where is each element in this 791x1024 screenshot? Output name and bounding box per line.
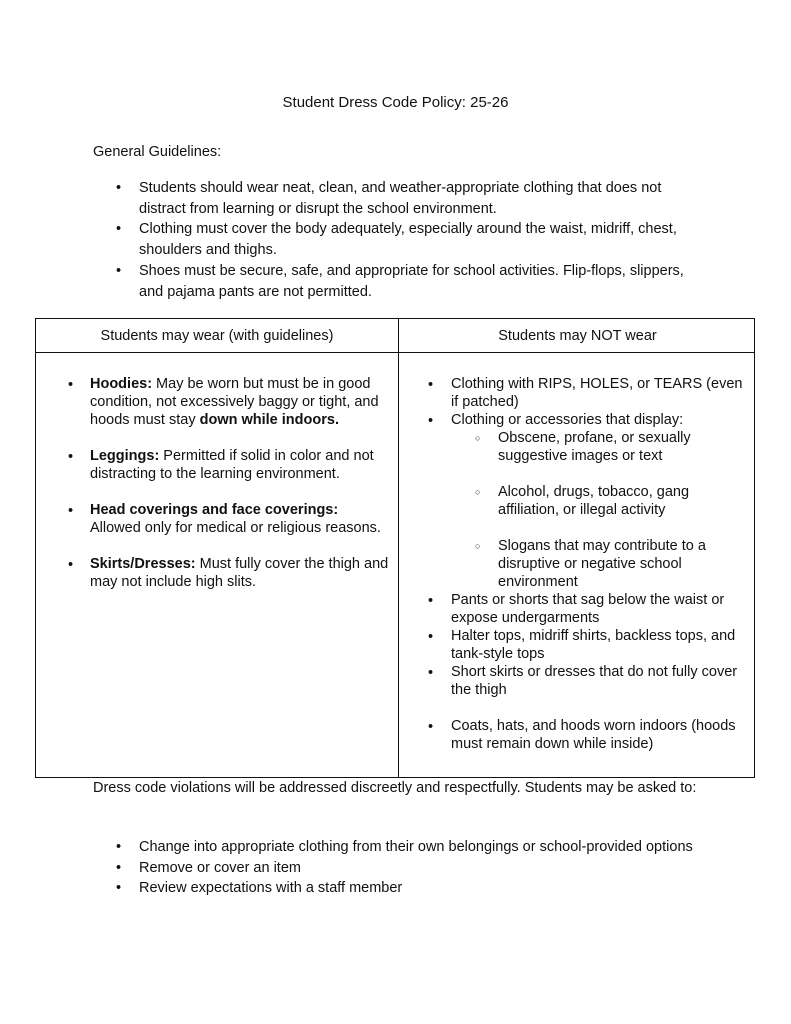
- may-wear-item-skirts: [68, 555, 392, 591]
- may-not-wear-item: • Clothing with RIPS, HOLES, or TEARS (even if patched): [428, 375, 753, 411]
- item-text: May be worn but must be in good condition, not excessively baggy or tight, and hoods must stay: [90, 376, 379, 428]
- item-text: Must fully cover the thigh and may not include high slits.: [90, 556, 389, 590]
- may-not-wear-item: • Short skirts or dresses that do not fully cover the thigh: [428, 663, 753, 699]
- may-wear-list: [68, 375, 392, 609]
- guideline-item: • Shoes must be secure, safe, and appropriate for school activities. Flip-flops, slippers, and pajama pants are not permitted.: [116, 261, 706, 302]
- violations-paragraph: Dress code violations will be addressed discreetly and respectfully. Students may be asked to:: [93, 780, 697, 796]
- may-wear-item-head-coverings: [68, 501, 392, 537]
- table-column-divider: [398, 319, 399, 777]
- item-emphasis: down while indoors.: [199, 412, 339, 428]
- may-not-wear-item: • Coats, hats, and hoods worn indoors (hoods must remain down while inside): [428, 717, 753, 753]
- violation-action-item: • Change into appropriate clothing from their own belongings or school-provided options: [116, 837, 706, 858]
- dress-code-table: [35, 318, 755, 778]
- may-not-wear-header: Students may NOT wear: [498, 328, 657, 344]
- item-text: Allowed only for medical or religious reasons.: [90, 520, 381, 536]
- item-text: Permitted if solid in color and not distracting to the learning environment.: [90, 448, 374, 482]
- guideline-item: • Students should wear neat, clean, and weather-appropriate clothing that does not distract from learning or disrupt the school environment.: [116, 178, 706, 219]
- may-wear-header: Students may wear (with guidelines): [100, 328, 334, 344]
- item-label: Skirts/Dresses:: [90, 556, 196, 572]
- general-guidelines-list: [116, 178, 706, 302]
- item-label: Hoodies:: [90, 376, 153, 392]
- sub-item: ○ Slogans that may contribute to a disruptive or negative school environment: [451, 537, 753, 591]
- item-label: Head coverings and face coverings:: [90, 502, 339, 518]
- may-not-wear-item: • Halter tops, midriff shirts, backless tops, and tank-style tops: [428, 627, 753, 663]
- item-label: Leggings:: [90, 448, 160, 464]
- violations-list: [116, 837, 706, 899]
- may-not-wear-list: [428, 375, 753, 753]
- display-sublist: [451, 429, 753, 591]
- general-guidelines-heading: General Guidelines:: [93, 144, 222, 160]
- may-wear-item-hoodies: [68, 375, 392, 429]
- sub-item: ○ Alcohol, drugs, tobacco, gang affiliation, or illegal activity: [451, 483, 753, 519]
- guideline-item: • Clothing must cover the body adequately, especially around the waist, midriff, chest, shoulders and thighs.: [116, 219, 706, 260]
- page-title: Student Dress Code Policy: 25-26: [282, 94, 509, 111]
- item-text: Clothing or accessories that display:: [451, 412, 684, 428]
- violation-action-item: • Review expectations with a staff member: [116, 878, 706, 899]
- may-wear-item-leggings: [68, 447, 392, 483]
- may-not-wear-item: • Pants or shorts that sag below the waist or expose undergarments: [428, 591, 753, 627]
- violation-action-item: • Remove or cover an item: [116, 858, 706, 879]
- may-not-wear-item: [428, 411, 753, 591]
- sub-item: ○ Obscene, profane, or sexually suggestive images or text: [451, 429, 753, 465]
